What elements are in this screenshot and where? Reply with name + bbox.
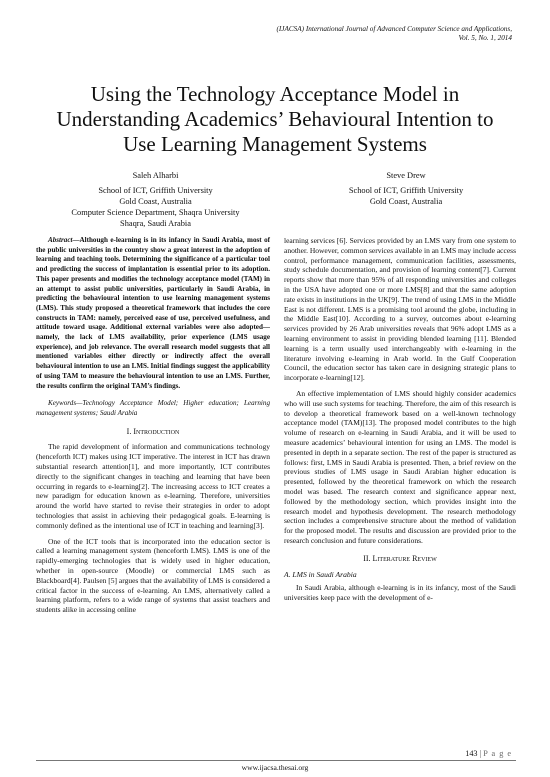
subsection-heading: A. LMS in Saudi Arabia: [284, 569, 357, 579]
paragraph: An effective implementation of LMS should highly consider academics who will use such systems for teaching. Therefore, the aim of this research is to develop a theoretical framework based on a well-known technology acceptance model (TAM)[13]. The proposed model contributes to the high volume of research on e-learning in Saudi Arabia, and it will be used to measure academics’ behavioural intention for using an LMS. The model is presented in depth in a separate section. The rest of the paper is structured as follows: first, LMS in Saudi Arabia is presented. Then, a brief review on the previous studies of LMS usage in Saudi Arabian higher education is presented, followed by the theoretical framework on which the research model was based. The research context and significance appear next, followed by the methodology section, which provides insight into the research model and hypothesis development. The research methodology section includes a comprehensive structure about the method of validation for the proposed model. The results and discussion are provided prior to the research conclusion and future considerations.: [284, 388, 516, 545]
keywords-text: —Technology Acceptance Model; Higher education; Learning management systems; Saudi Arabia: [36, 399, 270, 417]
left-column: [36, 236, 270, 621]
affiliation-line: Gold Coast, Australia: [369, 197, 443, 206]
section-heading-literature-review: II. Literature Review: [363, 553, 437, 563]
page-number: [465, 749, 512, 758]
paper-title: Using the Technology Acceptance Model in Understanding Academics’ Behavioural Intention to Use Learning Management Systems: [56, 82, 494, 156]
keywords-label: Keywords: [48, 399, 77, 408]
page-number-value: 143: [465, 749, 478, 758]
affiliation-line: Gold Coast, Australia: [119, 197, 192, 206]
paragraph: One of the ICT tools that is incorporated into the education sector is called a learning management system (henceforth LMS). LMS is one of the rapidly-emerging technologies that is widely used in higher education, whether in open-source (Moodle) or commercial LMS such as Blackboard[4]. Paulsen [5] argues that the availability of LMS is considered a critical factor in the success of e-learning. An LMS, alternatively called a learning platform, refers to a wide range of systems that assist teachers and students alike in accessing online: [36, 536, 270, 615]
author-1: [38, 170, 273, 229]
paragraph: The rapid development of information and communications technology (henceforth ICT) makes using ICT imperative. The interest in ICT has drawn substantial research attention[1], and more importantly, ICT contributes directly to the significant changes in teaching and learning that have been occurring in regards to e-learning[2]. The increasing access to ICT creates a new paradigm for education known as e-learning. Therefore, universities around the world have started to revise their strategies in order to adopt technologies that assist in achieving their pedagogical goals. E-learning is commonly defined as the intentional use of ICT in teaching and learning[3].: [36, 442, 270, 530]
footer-rule: [36, 760, 516, 761]
paragraph: learning services [6]. Services provided by an LMS vary from one system to another. However, common services available in an LMS may include access control, performance management, communication facilities, assessments, study schedule documentation, and provision of learning content[7]. Current reports show that more than 95% of all responding universities and colleges in the USA have adopted one or more LMS[8] and that the same adoption rate exists in institutions in the UK[9]. The trend of using LMS in the Middle East is not different. LMS is a promising tool around the globe, including in the Middle East[10]. According to a survey, outcomes about e-learning services provided by 26 Arab universities reveals that 96% adopt LMS as a learning environment to assist in providing blended learning [11]. Blended learning is a term usually used interchangeably with e-learning in the literature involving e-learning in Arab world. In the Gulf Cooperation Council, the education sector has taken care in designing strategic plans to incorporate e-learning[12].: [284, 236, 516, 383]
right-column: [284, 236, 516, 609]
page-divider: |: [479, 749, 482, 758]
author-name: Steve Drew: [386, 171, 426, 180]
abstract-text: —Although e-learning is in its infancy in Saudi Arabia, most of the public universities in the country show a great interest in the adoption of learning and teaching tools. Determining the significance of a particular tool and predicting the success of implantation is essential prior to its adoption. This paper presents and modifies the technology acceptance model (TAM) in an attempt to assist public universities, particularly in Saudi Arabia, in predicting the behavioural intention to use learning management systems (LMS). This study proposed a theoretical framework that includes the core constructs in TAM: namely, perceived ease of use, perceived usefulness, and attitude toward usage. Additional external variables were also adopted—namely, the lack of LMS availability, prior experience (LMS usage experience), and job relevance. The overall research model suggests that all mentioned variables either directly or indirectly affect the overall behavioural intention to use an LMS. Initial findings suggest the applicability of using TAM to measure the behavioural intention to use an LMS. Further, the results confirm the original TAM’s findings.: [36, 236, 270, 390]
paragraph: In Saudi Arabia, although e-learning is in its infancy, most of the Saudi universities keep pace with the development of e-: [284, 583, 516, 603]
journal-name: (IJACSA) International Journal of Advanced Computer Science and Applications,: [276, 25, 512, 33]
page-label: P a g e: [483, 749, 512, 758]
affiliation-line: Shaqra, Saudi Arabia: [120, 219, 191, 228]
keywords: [36, 399, 270, 418]
affiliation-line: School of ICT, Griffith University: [98, 186, 213, 195]
journal-header: [277, 25, 512, 43]
author-2: [300, 170, 512, 207]
journal-volume: Vol. 5, No. 1, 2014: [458, 34, 512, 42]
journal-website: www.ijacsa.thesai.org: [241, 763, 309, 772]
affiliation-line: Computer Science Department, Shaqra University: [71, 208, 240, 217]
author-name: Saleh Alharbi: [132, 171, 179, 180]
abstract-label: Abstract: [48, 236, 73, 244]
section-heading-introduction: I. Introduction: [126, 426, 180, 436]
affiliation-line: School of ICT, Griffith University: [348, 186, 464, 195]
abstract: [36, 236, 270, 391]
